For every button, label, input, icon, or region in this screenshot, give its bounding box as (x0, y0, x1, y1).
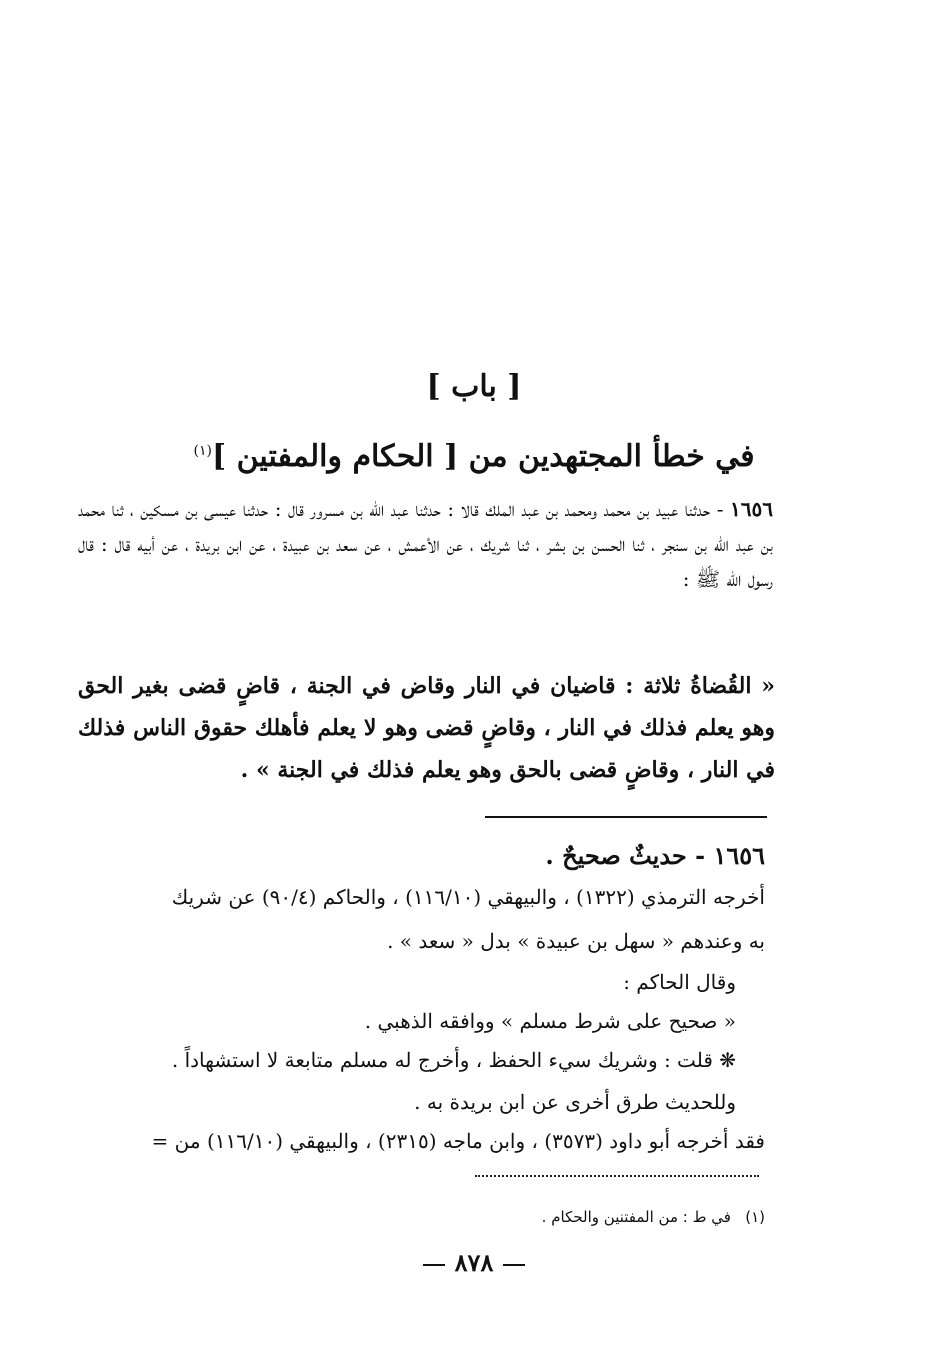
hadith-number: ١٦٥٦ (730, 497, 773, 521)
section-divider (485, 816, 767, 818)
chapter-heading: [ باب ] (426, 369, 522, 404)
takhrij-number: ١٦٥٦ (713, 841, 765, 870)
page-number-dash (503, 1264, 525, 1266)
takhrij-line: فقد أخرجه أبو داود (٣٥٧٣) ، وابن ماجه (٢٣١٥) ، والبيهقي (١١٦/١٠) من = (151, 1129, 765, 1153)
hadith-isnad (78, 492, 773, 597)
footnote-reference: (١) (193, 443, 212, 459)
footnote (542, 1200, 765, 1234)
footnote-text: في ط : من المفتنين والحكام . (541, 1208, 731, 1226)
takhrij-line: « صحيح على شرط مسلم » ووافقه الذهبي . (364, 1009, 736, 1033)
takhrij-line: وقال الحاكم : (623, 970, 736, 994)
takhrij-line: أخرجه الترمذي (١٣٢٢) ، والبيهقي (١١٦/١٠) ، والحاكم (٩٠/٤) عن شريك (171, 885, 765, 909)
page-number-dash (423, 1264, 445, 1266)
hadith-matn: « القُضاةُ ثلاثة : قاضيان في النار وقاض في الجنة ، قاضٍ قضى بغير الحق وهو يعلم فذلك في النار ، وقاضٍ قضى وهو لا يعلم فأهلك حقوق الناس فذلك في النار ، وقاضٍ قضى بالحق وهو يعلم فذلك في الجنة » . (78, 673, 775, 783)
takhrij-line: ❋ قلت : وشريك سيء الحفظ ، وأخرج له مسلم متابعة لا استشهاداً . (171, 1048, 736, 1072)
takhrij-line: به وعندهم « سهل بن عبيدة » بدل « سعد » . (387, 929, 765, 953)
chapter-subtitle (0, 428, 948, 480)
takhrij-heading (545, 836, 765, 876)
page-number-value: ٨٧٨ (454, 1248, 494, 1277)
footnote-marker: (١) (745, 1208, 765, 1226)
isnad-text: - حدثنا عبيد بن محمد ومحمد بن عبد الملك قالا : حدثنا عبد الله بن مسرور قال : حدثنا عيسى بن مسكين ، ثنا محمد بن عبد الله بن سنجر ، ثنا الحسن بن بشر ، ثنا شريك ، عن الأعمش ، عن سعد بن عبيدة ، عن ابن بريدة ، عن أبيه قال : قال رسول الله ﷺ : (78, 497, 773, 591)
footnote-separator (475, 1175, 759, 1177)
chapter-subtitle-text: في خطأ المجتهدين من [ الحكام والمفتين ] (211, 439, 755, 474)
takhrij-line: وللحديث طرق أخرى عن ابن بريدة به . (414, 1090, 736, 1114)
page-number (0, 1248, 948, 1277)
takhrij-verdict: - حديثٌ صحيحٌ . (545, 841, 714, 870)
